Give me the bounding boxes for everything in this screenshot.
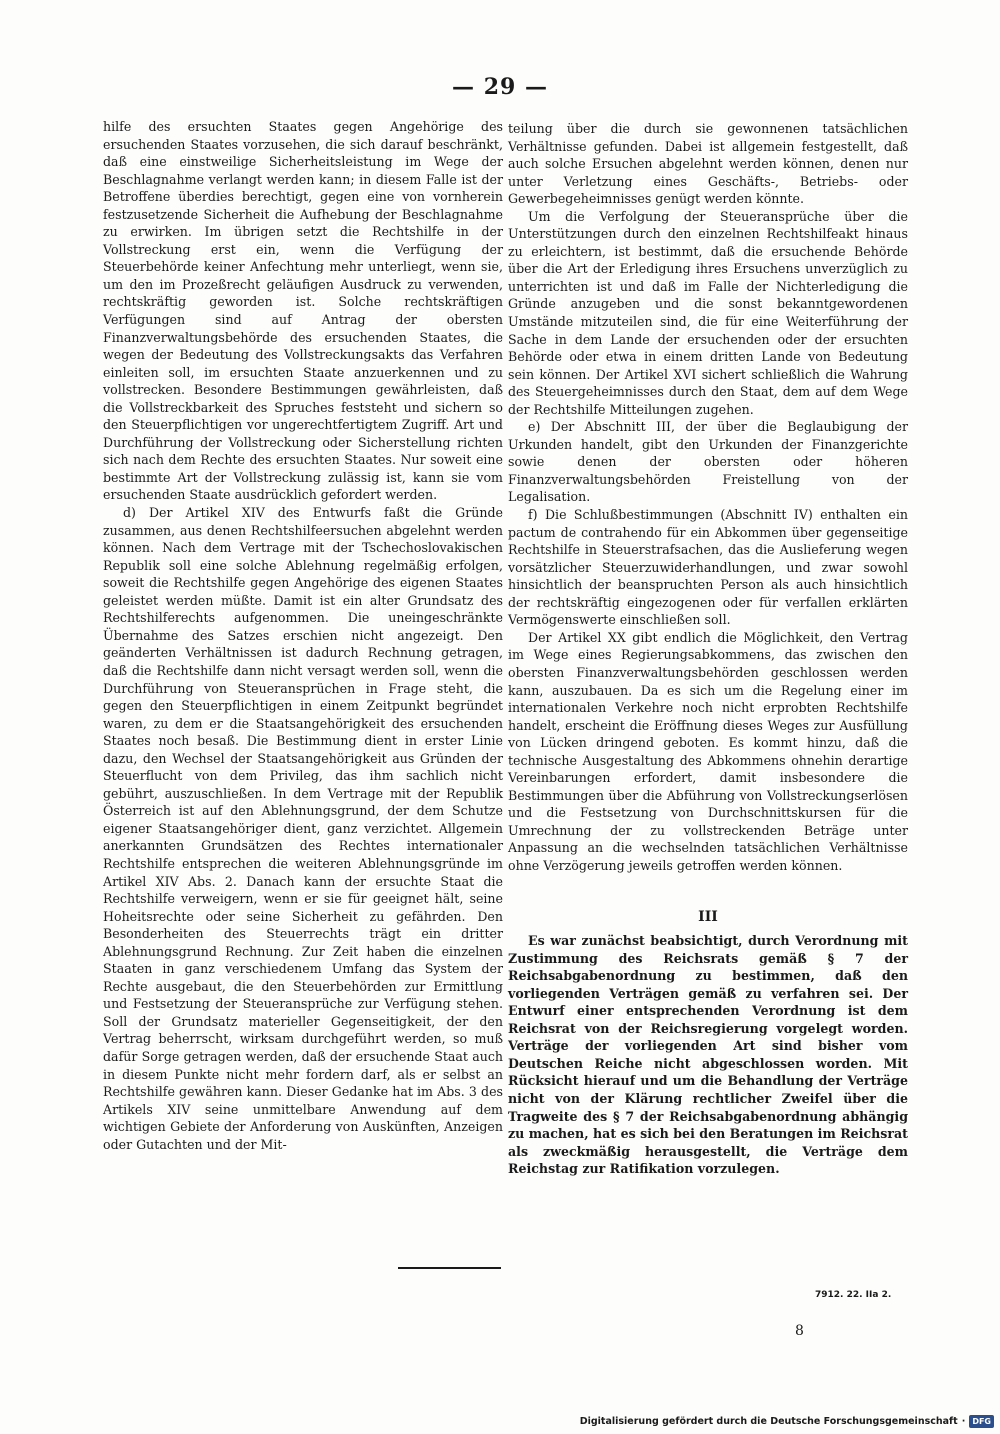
section-heading: III (698, 908, 718, 925)
section-paragraph: Es war zunächst beabsichtigt, durch Verordnung mit Zustimmung des Reichsrats gemäß § 7 der Reichsabgabenordnung zu bestimmen, daß den vorliegenden Verträgen gemäß zu verfahren sei. Der Entwurf einer entsprechenden Verordnung ist dem Reichsrat von der Reichsregierung vorgelegt worden. Verträge der vorliegenden Art sind bisher vom Deutschen Reiche nicht abgeschlossen worden. Mit Rücksicht hierauf und um die Behandlung der Verträge nicht von der Klärung rechtlicher Zweifel über die Tragweite des § 7 der Reichsabgabenordnung abhängig zu machen, hat es sich bei den Beratungen im Reichsrat als zweckmäßig herausgestellt, die Verträge dem Reichstag zur Ratifikation vorzulegen. (508, 933, 908, 1177)
paragraph: e) Der Abschnitt III, der über die Beglaubigung der Urkunden handelt, gibt den Urkunden der Finanzgerichte sowie denen der obersten oder höheren Finanzverwaltungsbehörden Freistellung von der Legalisation. (508, 419, 908, 505)
page-number: — 29 — (452, 74, 548, 100)
dfg-logo-icon: DFG (969, 1415, 994, 1428)
paragraph: hilfe des ersuchten Staates gegen Angehörige des ersuchenden Staates vorzusehen, die sich darauf beschränkt, daß eine einstweilige Sicherheitsleistung im Wege der Beschlagnahme verlangt werden kann; in diesem Falle ist der Betroffene überdies berechtigt, gegen eine von vornherein festzusetzende Sicherheit die Aufhebung der Beschlagnahme zu erwirken. Im übrigen setzt die Rechtshilfe in der Vollstreckung erst ein, wenn die Verfügung der Steuerbehörde keiner Anfechtung mehr unterliegt, wenn sie, um den im Prozeßrecht geläufigen Ausdruck zu verwenden, rechtskräftig geworden ist. Solche rechtskräftigen Verfügungen sind auf Antrag der obersten Finanzverwaltungsbehörde des ersuchenden Staates, die wegen der Bedeutung des Vollstreckungsakts das Verfahren einleiten soll, im ersuchten Staate anzuerkennen und zu vollstrecken. Besondere Bestimmungen gewährleisten, daß die Vollstreckbarkeit des Spruches feststeht und sichern so den Steuerpflichtigen vor ungerechtfertigtem Zugriff. Art und Durchführung der Vollstreckung oder Sicherstellung richten sich nach dem Rechte des ersuchten Staates. Nur soweit eine bestimmte Art der Vollstreckung zulässig ist, kann sie vom ersuchenden Staate ausdrücklich gefordert werden. (103, 119, 503, 503)
paragraph: Um die Verfolgung der Steueransprüche über die Unterstützungen durch den einzelnen Rechtshilfeakt hinaus zu erleichtern, ist bestimmt, daß die ersuchende Behörde über die Art der Erledigung ihres Ersuchens unverzüglich zu unterrichten ist und daß im Falle der Nichterledigung die Gründe anzugeben und die sonst bekanntgewordenen Umstände mitzuteilen sind, die für eine Weiterführung der Sache in dem Lande der ersuchenden oder der ersuchten Behörde oder etwa in einem dritten Lande von Bedeutung sein können. Der Artikel XVI sichert schließlich die Wahrung des Steuergeheimnisses durch den Staat, dem auf dem Wege der Rechtshilfe Mitteilungen zugehen. (508, 208, 908, 417)
paragraph: Der Artikel XX gibt endlich die Möglichkeit, den Vertrag im Wege eines Regierungsabkommens, das zwischen den obersten Finanzverwaltungsbehörden geschlossen werden kann, auszubauen. Da es sich um die Regelung einer im internationalen Verkehre noch nicht erprobten Rechtshilfe handelt, erscheint die Eröffnung dieses Weges zur Ausfüllung von Lücken dringend geboten. Es kommt hinzu, daß die technische Ausgestaltung des Abkommens ohnehin derartige Vereinbarungen erfordert, damit insbesondere die Bestimmungen über die Abführung von Vollstreckungserlösen und die Festsetzung von Durchschnittskursen für die Umrechnung der zu vollstreckenden Beträge unter Anpassung an die wechselnden tatsächlichen Verhältnisse ohne Verzögerung jeweils getroffen werden können. (508, 629, 908, 873)
digitization-footer (580, 1413, 994, 1429)
print-code: 7912. 22. IIa 2. (815, 1290, 892, 1300)
left-column (103, 118, 503, 1153)
footer-text: Digitalisierung gefördert durch die Deutsche Forschungsgemeinschaft (579, 1415, 958, 1427)
sheet-number: 8 (795, 1323, 804, 1339)
paragraph: teilung über die durch sie gewonnenen tatsächlichen Verhältnisse gefunden. Dabei ist allgemein festgestellt, daß auch solche Ersuchen abgelehnt werden können, denen nur unter Verletzung eines Geschäfts-, Betriebs- oder Gewerbegeheimnisses genügt werden könnte. (508, 121, 908, 207)
paragraph: f) Die Schlußbestimmungen (Abschnitt IV) enthalten ein pactum de contrahendo für ein Abkommen über gegenseitige Rechtshilfe in Steuerstrafsachen, das die Auslieferung wegen vorsätzlicher Steuerzuwiderhandlungen, und zwar sowohl hinsichtlich der beanspruchten Person als auch hinsichtlich der rechtskräftig eingezogenen oder für verfallen erklärten Vermögenswerte einschließen soll. (508, 507, 908, 628)
right-column (508, 120, 908, 1178)
separator-rule (398, 1267, 501, 1269)
footer-separator: · (961, 1415, 966, 1427)
paragraph: d) Der Artikel XIV des Entwurfs faßt die Gründe zusammen, aus denen Rechtshilfeersuchen abgelehnt werden können. Nach dem Vertrage mit der Tschechoslovakischen Republik soll eine solche Ablehnung regelmäßig erfolgen, soweit die Rechtshilfe gegen Angehörige des eigenen Staates geleistet werden müßte. Damit ist ein alter Grundsatz des Rechtshilferechts aufgenommen. Die uneingeschränkte Übernahme des Satzes erschien nicht angezeigt. Den geänderten Verhältnissen ist dadurch Rechnung getragen, daß die Rechtshilfe dann nicht versagt werden soll, wenn die Durchführung von Steueransprüchen in Frage steht, die gegen den Steuerpflichtigen in einem Zeitpunkt begründet waren, zu dem er die Staatsangehörigkeit des ersuchenden Staates noch besaß. Die Bestimmung dient in erster Linie dazu, den Wechsel der Staatsangehörigkeit aus Gründen der Steuerflucht von dem Privileg, das ihm sachlich nicht gebührt, auszuschließen. In dem Vertrage mit der Republik Österreich ist auf den Ablehnungsgrund, der dem Schutze eigener Staatsangehöriger dient, ganz verzichtet. Allgemein anerkannten Grundsätzen des Rechtes internationaler Rechtshilfe entsprechen die weiteren Ablehnungsgründe im Artikel XIV Abs. 2. Danach kann der ersuchte Staat die Rechtshilfe verweigern, wenn er sie für geeignet hält, seine Hoheitsrechte oder seine Sicherheit zu gefährden. Den Besonderheiten des Steuerrechts trägt ein dritter Ablehnungsgrund Rechnung. Zur Zeit haben die einzelnen Staaten in ganz verschiedenem Umfang das System der Rechte ausgebaut, die den Steuerbehörden zur Ermittlung und Festsetzung der Steueransprüche zur Verfügung stehen. Soll der Grundsatz materieller Gegenseitigkeit, der den Vertrag beherrscht, wirksam durchgeführt werden, so muß dafür Sorge getragen werden, daß der ersuchende Staat auch in diesem Punkte nicht mehr fordern darf, als er selbst an Rechtshilfe gewähren kann. Dieser Gedanke hat im Abs. 3 des Artikels XIV seine unmittelbare Anwendung auf dem wichtigen Gebiete der Anforderung von Auskünften, Anzeigen oder Gutachten und der Mit- (103, 505, 503, 1152)
